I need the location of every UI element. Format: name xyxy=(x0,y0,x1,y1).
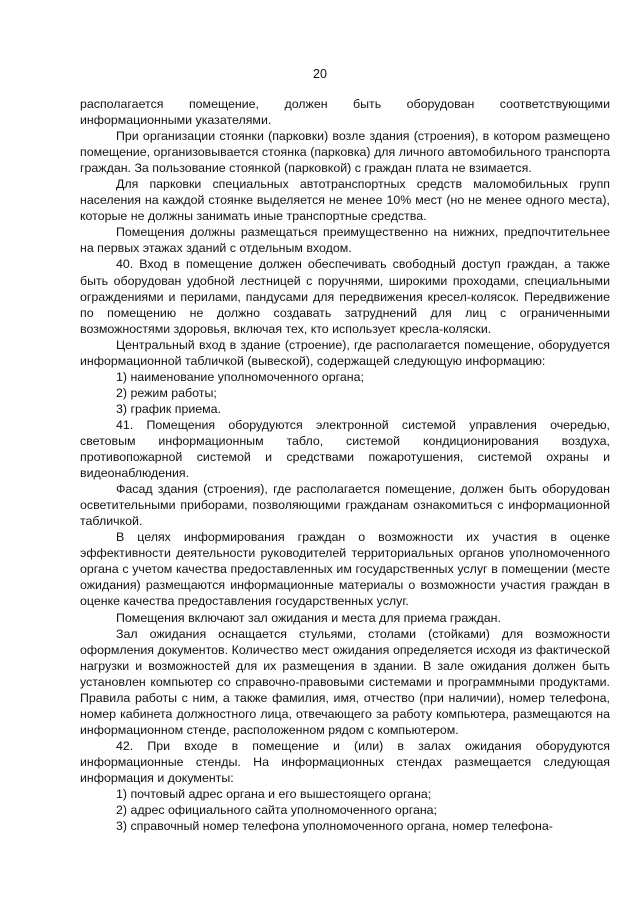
paragraph: Зал ожидания оснащается стульями, столами (стойками) для возможности оформления документов. Количество мест ожидания определяется исходя из фактической нагрузки и возможностей для их размещения в здании. В зале ожидания должен быть установлен компьютер со справочно-правовыми системами и программными продуктами. Правила работы с ним, а также фамилия, имя, отчество (при наличии), номер телефона, номер кабинета должностного лица, отвечающего за работу компьютера, размещаются на информационном стенде, расположенном рядом с компьютером. xyxy=(80,626,610,737)
paragraph: При организации стоянки (парковки) возле здания (строения), в котором размещено помещение, организовывается стоянка (парковка) для личного автомобильного транспорта граждан. За пользование стоянкой (парковкой) с граждан плата не взимается. xyxy=(80,129,610,176)
document-body xyxy=(80,96,610,834)
list-item: 3) график приема. xyxy=(116,401,222,416)
paragraph: В целях информирования граждан о возможности их участия в оценке эффективности деятельности руководителей территориальных органов уполномоченного органа с учетом качества предоставленных им государственных услуг в помещении (месте ожидания) размещаются информационные материалы о возможности участия граждан в оценке качества предоставления государственных услуг. xyxy=(80,530,610,609)
paragraph: Центральный вход в здание (строение), где располагается помещение, оборудуется информационной табличкой (вывеской), содержащей следующую информацию: xyxy=(80,337,610,368)
paragraph: 40. Вход в помещение должен обеспечивать свободный доступ граждан, а также быть оборудован удобной лестницей с поручнями, широкими проходами, специальными ограждениями и перилами, пандусами для передвижения кресел-колясок. Передвижение по помещению не должно создавать затруднений для лиц с ограниченными возможностями здоровья, включая тех, кто использует кресла-коляски. xyxy=(80,257,610,336)
paragraph: располагается помещение, должен быть оборудован соответствующими информационными указателями. xyxy=(80,97,610,128)
paragraph: 41. Помещения оборудуются электронной системой управления очередью, световым информационным табло, системой кондиционирования воздуха, противопожарной системой и средствами пожаротушения, системой охраны и видеонаблюдения. xyxy=(80,417,610,481)
paragraph: Помещения должны размещаться преимущественно на нижних, предпочтительнее на первых этажах зданий с отдельным входом. xyxy=(80,225,610,256)
list-item: 2) режим работы; xyxy=(116,385,217,400)
paragraph: Фасад здания (строения), где располагается помещение, должен быть оборудован осветительными приборами, позволяющими гражданам ознакомиться с информационной табличкой. xyxy=(80,482,610,529)
list-item: 2) адрес официального сайта уполномоченного органа; xyxy=(116,803,438,818)
paragraph: Для парковки специальных автотранспортных средств маломобильных групп населения на каждой стоянке выделяется не менее 10% мест (но не менее одного места), которые не должны занимать иные транспортные средства. xyxy=(80,177,610,224)
list-item: 1) почтовый адрес органа и его вышестоящего органа; xyxy=(116,787,432,802)
list-item: 1) наименование уполномоченного органа; xyxy=(116,369,364,384)
list-item: 3) справочный номер телефона уполномоченного органа, номер телефона- xyxy=(116,819,553,834)
page-number: 20 xyxy=(313,67,327,81)
paragraph: 42. При входе в помещение и (или) в залах ожидания оборудуются информационные стенды. На информационных стендах размещается следующая информация и документы: xyxy=(80,738,610,785)
paragraph: Помещения включают зал ожидания и места для приема граждан. xyxy=(116,610,501,625)
